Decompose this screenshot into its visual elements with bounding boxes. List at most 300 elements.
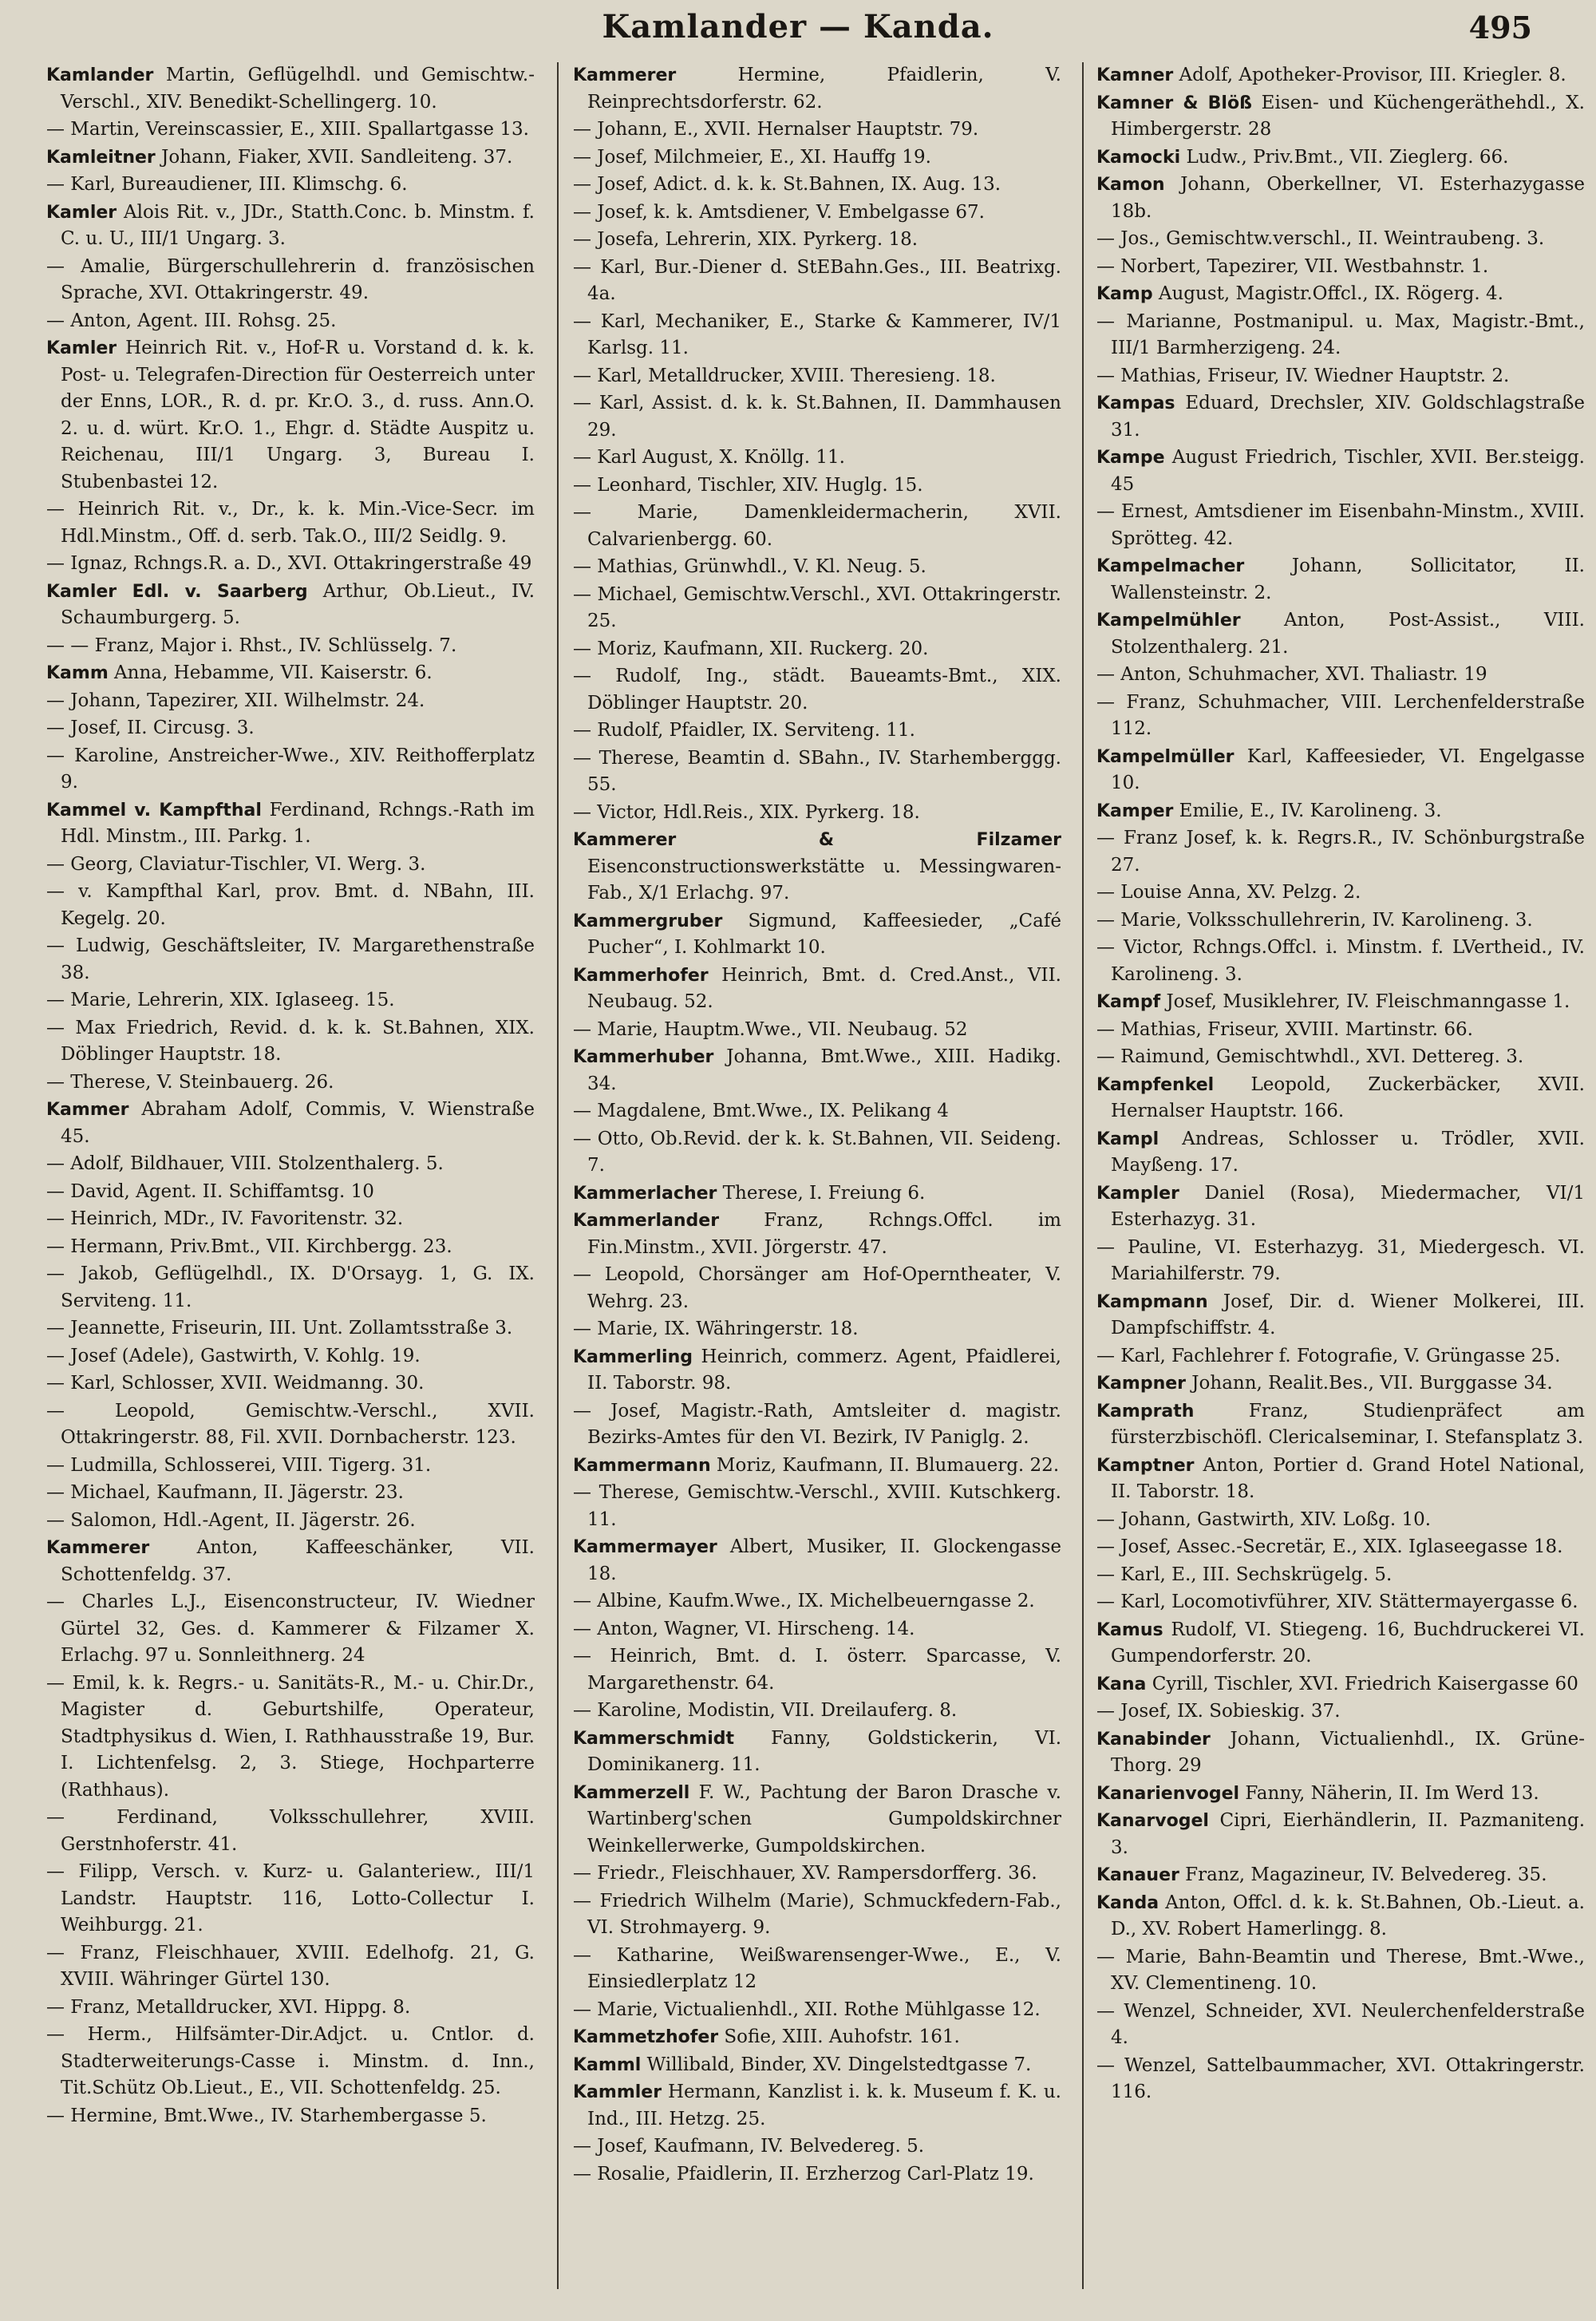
- entry-surname: Kammerlander: [573, 1211, 720, 1231]
- entry-surname: Kampl: [1096, 1129, 1159, 1149]
- directory-entry: [46, 117, 535, 144]
- entry-text: — Norbert, Tapezirer, VII. Westbahnstr. 1.: [1096, 255, 1489, 277]
- entry-surname: Kanarienvogel: [1096, 1783, 1240, 1804]
- directory-entry: [573, 172, 1061, 199]
- entry-text: Johann, Victualienhdl., IX. Grüne-Thorg. 29: [1111, 1728, 1585, 1776]
- entry-text: — Josef, IX. Sobieskig. 37.: [1096, 1701, 1341, 1722]
- directory-entry: [46, 579, 535, 632]
- entry-text: — Heinrich Rit. v., Dr., k. k. Min.-Vice-Secr. im Hdl.Minstm., Off. d. serb. Tak.O., III/2 Seidlg. 9.: [46, 499, 535, 547]
- directory-entry: [1096, 1398, 1585, 1452]
- entry-text: — Max Friedrich, Revid. d. k. k. St.Bahnen, XIX. Döblinger Hauptstr. 18.: [46, 1017, 535, 1065]
- entry-text: August, Magistr.Offcl., IX. Rögerg. 4.: [1152, 283, 1503, 304]
- entry-surname: Kampas: [1096, 393, 1175, 413]
- directory-entry: [573, 473, 1061, 500]
- entry-text: — Josef, II. Circusg. 3.: [46, 718, 255, 738]
- entry-surname: Kammerer: [46, 1538, 150, 1558]
- directory-entry: [573, 582, 1061, 635]
- directory-entry: [1096, 662, 1585, 689]
- entry-text: — Jeannette, Friseurin, III. Unt. Zollamtsstraße 3.: [46, 1318, 513, 1338]
- directory-entry: [573, 2133, 1061, 2161]
- directory-entry: [46, 254, 535, 307]
- directory-entry: [573, 908, 1061, 962]
- entry-surname: Kamler: [46, 202, 117, 223]
- directory-entry: [573, 1534, 1061, 1588]
- directory-entry: [1096, 390, 1585, 444]
- directory-entry: [1096, 499, 1585, 552]
- entry-text: — Karl, Bur.-Diener d. StEBahn.Ges., III. Beatrixg. 4a.: [573, 256, 1061, 304]
- entry-surname: Kammler: [573, 2082, 662, 2102]
- entry-text: — Karl, Schlosser, XVII. Weidmanng. 30.: [46, 1373, 425, 1394]
- entry-text: — Karl, Locomotivführer, XIV. Stättermayergasse 6.: [1096, 1591, 1578, 1612]
- entry-text: — Josef (Adele), Gastwirth, V. Kohlg. 19.: [46, 1345, 421, 1366]
- directory-entry: [573, 1316, 1061, 1343]
- entry-text: — Jos., Gemischtw.verschl., II. Weintraubeng. 3.: [1096, 228, 1545, 249]
- directory-entry: [1096, 1890, 1585, 1943]
- entry-text: Karl, Kaffeesieder, VI. Engelgasse 10.: [1111, 745, 1585, 793]
- directory-entry: [46, 715, 535, 742]
- entry-text: — Martin, Vereinscassier, E., XIII. Spallartgasse 13.: [46, 119, 529, 140]
- directory-entry: [573, 363, 1061, 390]
- entry-text: — Johann, Tapezirer, XII. Wilhelmstr. 24.: [46, 690, 425, 711]
- entry-text: — Hermann, Priv.Bmt., VII. Kirchbergg. 23.: [46, 1236, 452, 1257]
- entry-text: Willibald, Binder, XV. Dingelstedtgasse 7.: [641, 2054, 1032, 2075]
- directory-entry: [573, 1780, 1061, 1860]
- entry-text: Anton, Kaffeeschänker, VII. Schottenfeldg. 37.: [61, 1537, 535, 1585]
- entry-text: — Magdalene, Bmt.Wwe., IX. Pelikang 4: [573, 1101, 949, 1121]
- entry-text: Franz, Rchngs.Offcl. im Fin.Minstm., XVII. Jörgerstr. 47.: [587, 1210, 1061, 1258]
- entry-surname: Kammerling: [573, 1346, 693, 1367]
- directory-entry: [573, 1726, 1061, 1779]
- directory-entry: [1096, 2053, 1585, 2106]
- directory-entry: [1096, 172, 1585, 225]
- entry-text: — Marie, Bahn-Beamtin und Therese, Bmt.-Wwe., XV. Clementineng. 10.: [1096, 1946, 1585, 1994]
- entry-text: Franz, Magazineur, IV. Belvedereg. 35.: [1179, 1864, 1547, 1885]
- directory-entry: [46, 496, 535, 550]
- directory-entry: [573, 117, 1061, 144]
- entry-text: — Josef, Milchmeier, E., XI. Hauffg 19.: [573, 146, 931, 168]
- entry-text: F. W., Pachtung der Baron Drasche v. Wartinberg'schen Gumpoldskirchner Weinkellerwerke, Gumpoldskirchen.: [587, 1781, 1061, 1856]
- entry-text: — Karl, Bureaudiener, III. Klimschg. 6.: [46, 174, 408, 195]
- directory-entry: [46, 2022, 535, 2102]
- entry-text: Sigmund, Kaffeesieder, „Café Pucher“, I. Kohlmarkt 10.: [587, 910, 1061, 958]
- entry-surname: Kammerhofer: [573, 965, 709, 986]
- entry-text: — Victor, Rchngs.Offcl. i. Minstm. f. LVertheid., IV. Karolineng. 3.: [1096, 937, 1585, 985]
- entry-text: Heinrich, commerz. Agent, Pfaidlerei, II. Taborstr. 98.: [587, 1346, 1061, 1394]
- entry-surname: Kanauer: [1096, 1865, 1179, 1885]
- directory-entry: [46, 551, 535, 578]
- entry-text: — Anton, Wagner, VI. Hirscheng. 14.: [573, 1618, 915, 1639]
- directory-entry: [1096, 553, 1585, 607]
- directory-entry: [46, 1070, 535, 1097]
- entry-text: — Michael, Kaufmann, II. Jägerstr. 23.: [46, 1482, 404, 1503]
- entry-text: Ferdinand, Rchngs.-Rath im Hdl. Minstm., III. Parkg. 1.: [61, 799, 535, 847]
- entry-text: — Marie, Hauptm.Wwe., VII. Neubaug. 52: [573, 1018, 968, 1040]
- entry-surname: Kammergruber: [573, 911, 723, 931]
- entry-text: Andreas, Schlosser u. Trödler, XVII. Mayßeng. 17.: [1111, 1128, 1585, 1176]
- entry-text: Hermine, Pfaidlerin, V. Reinprechtsdorferstr. 62.: [587, 65, 1061, 113]
- entry-text: — Marie, Lehrerin, XIX. Iglaseeg. 15.: [46, 990, 395, 1010]
- directory-entry: [573, 1643, 1061, 1697]
- entry-text: — Josef, Magistr.-Rath, Amtsleiter d. magistr. Bezirks-Amtes für den VI. Bezirk, IV Paniglg. 2.: [573, 1400, 1061, 1448]
- entry-text: — Friedrich Wilhelm (Marie), Schmuckfedern-Fab., VI. Strohmayerg. 9.: [573, 1890, 1061, 1938]
- directory-entry: [1096, 798, 1585, 825]
- entry-text: — Ernest, Amtsdiener im Eisenbahn-Minstm., XVIII. Sprötteg. 42.: [1096, 501, 1585, 549]
- entry-text: — Emil, k. k. Regrs.- u. Sanitäts-R., M.- u. Chir.Dr., Magister d. Geburtshilfe, Operateur, Stadtphysikus d. Wien, I. Rathhausstraße 19, Bur. I. Lichtenfelsg. 2, 3. Stiege, Hochparterre (Rathhaus).: [46, 1672, 535, 1801]
- directory-entry: [1096, 744, 1585, 797]
- entry-surname: Kanarvogel: [1096, 1811, 1209, 1831]
- directory-entry: [573, 1262, 1061, 1315]
- directory-entry: [46, 1315, 535, 1342]
- entry-surname: Kammermann: [573, 1455, 711, 1476]
- entry-text: Fanny, Goldstickerin, VI. Dominikanerg. 11.: [587, 1727, 1061, 1775]
- entry-surname: Kampfenkel: [1096, 1074, 1215, 1095]
- directory-entry: [573, 1997, 1061, 2024]
- directory-entry: [1096, 1534, 1585, 1561]
- directory-entry: [1096, 1589, 1585, 1616]
- entry-text: — Johann, Gastwirth, XIV. Loßg. 10.: [1096, 1508, 1432, 1530]
- directory-entry: [46, 1940, 535, 1994]
- directory-entry: [573, 1017, 1061, 1044]
- entry-text: — Marie, IX. Währingerstr. 18.: [573, 1319, 859, 1339]
- entry-text: — Josefa, Lehrerin, XIX. Pyrkerg. 18.: [573, 229, 918, 250]
- entry-text: Johann, Fiaker, XVII. Sandleiteng. 37.: [155, 146, 513, 168]
- entry-text: — Josef, Adict. d. k. k. St.Bahnen, IX. Aug. 13.: [573, 174, 1001, 195]
- directory-entry: [573, 1698, 1061, 1725]
- directory-entry: [46, 1535, 535, 1588]
- entry-text: — Amalie, Bürgerschullehrerin d. französischen Sprache, XVI. Ottakringerstr. 49.: [46, 255, 535, 303]
- directory-entry: [573, 663, 1061, 717]
- directory-entry: [573, 62, 1061, 116]
- entry-text: Josef, Dir. d. Wiener Molkerei, III. Dampfschiffstr. 4.: [1111, 1291, 1585, 1338]
- entry-surname: Kamler Edl. v. Saarberg: [46, 581, 308, 602]
- entry-text: — Rudolf, Ing., städt. Baueamts-Bmt., XIX. Döblinger Hauptstr. 20.: [573, 666, 1061, 714]
- directory-entry: [573, 500, 1061, 553]
- entry-text: — Ignaz, Rchngs.R. a. D., XVI. Ottakringerstraße 49: [46, 553, 532, 574]
- directory-entry: [46, 879, 535, 932]
- column-1: [46, 62, 535, 2297]
- directory-entry: [573, 1616, 1061, 1643]
- directory-entry: [46, 308, 535, 335]
- entry-text: — Jakob, Geflügelhdl., IX. D'Orsayg. 1, G. IX. Serviteng. 11.: [46, 1263, 535, 1311]
- directory-entry: [46, 987, 535, 1014]
- directory-entry: [46, 200, 535, 253]
- entry-surname: Kammetzhofer: [573, 2027, 719, 2047]
- entry-surname: Kamm: [46, 663, 109, 683]
- directory-entry: [46, 660, 535, 687]
- entry-text: — Franz, Schuhmacher, VIII. Lerchenfelderstraße 112.: [1096, 691, 1585, 739]
- page-header: [48, 8, 1548, 56]
- directory-entry: [1096, 1289, 1585, 1342]
- entry-text: — Leopold, Gemischtw.-Verschl., XVII. Ottakringerstr. 88, Fil. XVII. Dornbacherstr. 123.: [46, 1400, 535, 1448]
- directory-entry: [1096, 1698, 1585, 1726]
- directory-entry: [1096, 90, 1585, 144]
- entry-text: Eisenconstructionswerkstätte u. Messingwaren-Fab., X/1 Erlachg. 97.: [587, 856, 1061, 903]
- directory-entry: [46, 743, 535, 797]
- entry-surname: Kamus: [1096, 1619, 1163, 1640]
- entry-text: — Karoline, Modistin, VII. Dreilauferg. 8.: [573, 1700, 958, 1721]
- entry-text: — Karl, Fachlehrer f. Fotografie, V. Grüngasse 25.: [1096, 1345, 1561, 1366]
- entry-surname: Kamocki: [1096, 147, 1181, 168]
- entry-text: — Anton, Schuhmacher, XVI. Thaliastr. 19: [1096, 664, 1487, 685]
- entry-surname: Kammerer & Filzamer: [573, 830, 1061, 850]
- directory-entry: [1096, 1862, 1585, 1889]
- directory-entry: [1096, 1017, 1585, 1044]
- entry-surname: Kammerschmidt: [573, 1728, 735, 1749]
- directory-columns: [46, 62, 1585, 2297]
- directory-entry: [46, 1261, 535, 1315]
- directory-entry: [573, 2052, 1061, 2079]
- entry-text: Heinrich, Bmt. d. Cred.Anst., VII. Neubaug. 52.: [587, 964, 1061, 1012]
- directory-entry: [1096, 226, 1585, 253]
- entry-text: — Louise Anna, XV. Pelzg. 2.: [1096, 882, 1361, 903]
- entry-surname: Kammerer: [573, 65, 677, 85]
- entry-surname: Kamler: [46, 338, 117, 358]
- entry-text: — Ludwig, Geschäftsleiter, IV. Margarethenstraße 38.: [46, 935, 535, 983]
- directory-entry: [573, 827, 1061, 907]
- entry-text: — Therese, Gemischtw.-Verschl., XVIII. Kutschkerg. 11.: [573, 1482, 1061, 1530]
- directory-entry: [573, 1453, 1061, 1480]
- entry-text: — — Franz, Major i. Rhst., IV. Schlüsselg. 7.: [46, 635, 457, 656]
- entry-text: Therese, I. Freiung 6.: [717, 1182, 926, 1204]
- entry-text: — Marie, Victualienhdl., XII. Rothe Mühlgasse 12.: [573, 1999, 1041, 2020]
- directory-entry: [46, 62, 535, 116]
- entry-text: — Mathias, Friseur, XVIII. Martinstr. 66.: [1096, 1018, 1473, 1040]
- directory-entry: [573, 1588, 1061, 1615]
- entry-text: Johann, Oberkellner, VI. Esterhazygasse 18b.: [1111, 174, 1585, 222]
- entry-text: — Salomon, Hdl.-Agent, II. Jägerstr. 26.: [46, 1509, 416, 1531]
- entry-text: Eisen- und Küchengeräthehdl., X. Himbergerstr. 28: [1111, 92, 1585, 140]
- directory-entry: [1096, 1370, 1585, 1398]
- directory-entry: [573, 309, 1061, 362]
- directory-entry: [573, 554, 1061, 581]
- directory-entry: [46, 1151, 535, 1178]
- directory-entry: [46, 1453, 535, 1480]
- entry-surname: Kamp: [1096, 284, 1153, 304]
- column-divider: [557, 62, 559, 2289]
- entry-text: — Rudolf, Pfaidler, IX. Serviteng. 11.: [573, 720, 915, 741]
- directory-entry: [1096, 1072, 1585, 1125]
- directory-entry: [1096, 825, 1585, 879]
- directory-entry: [573, 1888, 1061, 1942]
- entry-text: — Heinrich, MDr., IV. Favoritenstr. 32.: [46, 1208, 404, 1229]
- directory-entry: [573, 390, 1061, 444]
- entry-text: Josef, Musiklehrer, IV. Fleischmanngasse 1.: [1160, 991, 1570, 1012]
- entry-surname: Kana: [1096, 1674, 1147, 1694]
- directory-entry: [46, 144, 535, 172]
- directory-entry: [573, 1860, 1061, 1888]
- entry-text: Adolf, Apotheker-Provisor, III. Kriegler. 8.: [1173, 65, 1566, 85]
- directory-entry: [46, 1480, 535, 1507]
- directory-entry: [573, 963, 1061, 1016]
- entry-surname: Kanda: [1096, 1892, 1159, 1913]
- directory-entry: [573, 636, 1061, 663]
- entry-surname: Kampner: [1096, 1374, 1186, 1394]
- directory-entry: [573, 227, 1061, 254]
- entry-text: — Raimund, Gemischtwhdl., XVI. Dettereg. 3.: [1096, 1046, 1524, 1067]
- directory-entry: [46, 1370, 535, 1398]
- directory-entry: [46, 1995, 535, 2022]
- entry-text: Albert, Musiker, II. Glockengasse 18.: [587, 1536, 1061, 1584]
- entry-text: Leopold, Zuckerbäcker, XVII. Hernalser Hauptstr. 166.: [1111, 1074, 1585, 1121]
- entry-text: Sofie, XIII. Auhofstr. 161.: [718, 2026, 960, 2047]
- entry-text: — Rosalie, Pfaidlerin, II. Erzherzog Carl-Platz 19.: [573, 2163, 1034, 2185]
- directory-entry: [1096, 363, 1585, 390]
- directory-entry: [46, 1671, 535, 1805]
- directory-entry: [1096, 62, 1585, 89]
- column-3: [1096, 62, 1585, 2297]
- directory-entry: [1096, 1343, 1585, 1370]
- entry-text: — Charles L.J., Eisenconstructeur, IV. Wiedner Gürtel 32, Ges. d. Kammerer & Filzamer X. Erlachg. 97 u. Sonnleithnerg. 24: [46, 1591, 535, 1666]
- directory-entry: [1096, 690, 1585, 743]
- entry-surname: Kampelmüller: [1096, 746, 1235, 767]
- entry-text: — Josef, k. k. Amtsdiener, V. Embelgasse 67.: [573, 201, 985, 223]
- entry-text: Anton, Portier d. Grand Hotel National, II. Taborstr. 18.: [1111, 1454, 1585, 1502]
- entry-text: — Hermine, Bmt.Wwe., IV. Starhembergasse 5.: [46, 2105, 487, 2126]
- directory-entry: [573, 1398, 1061, 1452]
- entry-text: — Karl, E., III. Sechskrügelg. 5.: [1096, 1564, 1393, 1585]
- directory-entry: [46, 2103, 535, 2130]
- directory-entry: [46, 1343, 535, 1370]
- directory-entry: [46, 1015, 535, 1069]
- directory-entry: [573, 200, 1061, 227]
- directory-entry: [1096, 907, 1585, 935]
- directory-entry: [46, 852, 535, 879]
- entry-text: Moriz, Kaufmann, II. Blumauerg. 22.: [710, 1454, 1060, 1476]
- directory-entry: [573, 1208, 1061, 1261]
- entry-text: Anton, Offcl. d. k. k. St.Bahnen, Ob.-Lieut. a. D., XV. Robert Hamerlingg. 8.: [1111, 1892, 1585, 1939]
- directory-entry: [46, 1859, 535, 1939]
- entry-text: — Therese, Beamtin d. SBahn., IV. Starhemberggg. 55.: [573, 747, 1061, 795]
- directory-entry: [573, 2024, 1061, 2051]
- entry-text: — Franz, Fleischhauer, XVIII. Edelhofg. 21, G. XVIII. Währinger Gürtel 130.: [46, 1942, 535, 1990]
- entry-surname: Kammerlacher: [573, 1183, 717, 1204]
- entry-text: — Karl, Mechaniker, E., Starke & Kammerer, IV/1 Karlsg. 11.: [573, 310, 1061, 358]
- entry-text: Anton, Post-Assist., VIII. Stolzenthalerg. 21.: [1111, 610, 1585, 658]
- directory-entry: [573, 1180, 1061, 1208]
- entry-text: Franz, Studienpräfect am fürsterzbischöfl. Clericalseminar, I. Stefansplatz 3.: [1111, 1400, 1585, 1448]
- entry-text: — Wenzel, Schneider, XVI. Neulerchenfelderstraße 4.: [1096, 2000, 1585, 2048]
- entry-text: — Franz Josef, k. k. Regrs.R., IV. Schönburgstraße 27.: [1096, 828, 1585, 876]
- directory-entry: [1096, 309, 1585, 362]
- entry-text: Fanny, Näherin, II. Im Werd 13.: [1239, 1782, 1539, 1804]
- entry-text: — David, Agent. II. Schiffamtsg. 10: [46, 1180, 374, 1202]
- directory-entry: [1096, 1944, 1585, 1998]
- entry-surname: Kamml: [573, 2054, 642, 2075]
- directory-entry: [1096, 1044, 1585, 1071]
- entry-text: — Ludmilla, Schlosserei, VIII. Tigerg. 31.: [46, 1454, 432, 1476]
- entry-surname: Kammer: [46, 1100, 129, 1120]
- entry-text: Rudolf, VI. Stiegeng. 16, Buchdruckerei VI. Gumpendorferstr. 20.: [1111, 1619, 1585, 1667]
- directory-entry: [1096, 935, 1585, 988]
- directory-entry: [46, 172, 535, 199]
- entry-surname: Kampler: [1096, 1183, 1179, 1204]
- directory-entry: [573, 800, 1061, 827]
- entry-text: — Heinrich, Bmt. d. I. österr. Sparcasse, V. Margarethenstr. 64.: [573, 1646, 1061, 1694]
- entry-text: Cipri, Eierhändlerin, II. Pazmaniteng. 3.: [1111, 1810, 1585, 1858]
- entry-surname: Kamleitner: [46, 147, 156, 168]
- entry-surname: Kammerzell: [573, 1782, 690, 1803]
- directory-entry: [46, 1179, 535, 1206]
- entry-text: Heinrich Rit. v., Hof-R u. Vorstand d. k. k. Post- u. Telegrafen-Direction für Oesterreich unter der Enns, LOR., R. d. pr. Kr.O. 3., d. russ. Ann.O. 2. u. d. würt. Kr.O. 1., Ehgr. d. Städte Auspitz u. Reichenau, III/1 Ungarg. 3, Bureau I. Stubenbastei 12.: [61, 338, 535, 492]
- directory-entry: [1096, 880, 1585, 907]
- entry-text: — Mathias, Friseur, IV. Wiedner Hauptstr. 2.: [1096, 365, 1510, 386]
- directory-entry: [1096, 1671, 1585, 1698]
- entry-surname: Kampmann: [1096, 1291, 1208, 1312]
- page-number: 495: [1468, 10, 1532, 45]
- entry-text: — Karoline, Anstreicher-Wwe., XIV. Reithofferplatz 9.: [46, 745, 535, 793]
- entry-text: — Katharine, Weißwarensenger-Wwe., E., V. Einsiedlerplatz 12: [573, 1944, 1061, 1992]
- directory-entry: [46, 1398, 535, 1452]
- directory-entry: [46, 1234, 535, 1261]
- entry-text: — Georg, Claviatur-Tischler, VI. Werg. 3.: [46, 853, 426, 875]
- entry-surname: Kamner: [1096, 65, 1174, 85]
- directory-entry: [46, 1589, 535, 1670]
- entry-surname: Kamner & Blöß: [1096, 93, 1252, 113]
- entry-text: Eduard, Drechsler, XIV. Goldschlagstraße 31.: [1111, 393, 1585, 441]
- directory-entry: [46, 1206, 535, 1233]
- directory-entry: [1096, 144, 1585, 172]
- entry-surname: Kammel v. Kampfthal: [46, 800, 262, 820]
- entry-text: — Friedr., Fleischhauer, XV. Rampersdorfferg. 36.: [573, 1863, 1037, 1884]
- directory-entry: [573, 1044, 1061, 1097]
- directory-entry: [46, 1805, 535, 1858]
- entry-text: Johann, Sollicitator, II. Wallensteinstr. 2.: [1111, 556, 1585, 603]
- entry-text: — Karl August, X. Knöllg. 11.: [573, 447, 845, 468]
- entry-text: — Josef, Kaufmann, IV. Belvedereg. 5.: [573, 2136, 925, 2157]
- entry-text: — Leopold, Chorsänger am Hof-Operntheater, V. Wehrg. 23.: [573, 1264, 1061, 1312]
- entry-text: — Albine, Kaufm.Wwe., IX. Michelbeuerngasse 2.: [573, 1591, 1035, 1611]
- entry-surname: Kampf: [1096, 992, 1161, 1012]
- entry-text: — Pauline, VI. Esterhazyg. 31, Miedergesch. VI. Mariahilferstr. 79.: [1096, 1236, 1585, 1284]
- entry-text: — Mathias, Grünwhdl., V. Kl. Neug. 5.: [573, 556, 926, 577]
- directory-entry: [1096, 1126, 1585, 1180]
- entry-text: Johann, Realit.Bes., VII. Burggasse 34.: [1186, 1373, 1553, 1394]
- directory-entry: [573, 2079, 1061, 2133]
- entry-text: — Johann, E., XVII. Hernalser Hauptstr. 79.: [573, 119, 979, 140]
- directory-entry: [1096, 281, 1585, 308]
- directory-entry: [46, 633, 535, 660]
- entry-text: Ludw., Priv.Bmt., VII. Zieglerg. 66.: [1180, 146, 1509, 168]
- entry-surname: Kampelmühler: [1096, 611, 1241, 631]
- entry-text: — Herm., Hilfsämter-Dir.Adjct. u. Cntlor. d. Stadterweiterungs-Casse i. Minstm. d. Inn., Tit.Schütz Ob.Lieut., E., VII. Schottenfeldg. 25.: [46, 2024, 535, 2098]
- entry-text: Anna, Hebamme, VII. Kaiserstr. 6.: [108, 662, 433, 683]
- directory-entry: [1096, 1726, 1585, 1780]
- directory-entry: [1096, 1808, 1585, 1861]
- entry-text: Cyrill, Tischler, XVI. Friedrich Kaisergasse 60: [1146, 1673, 1578, 1694]
- directory-entry: [1096, 989, 1585, 1016]
- entry-surname: Kammerhuber: [573, 1047, 714, 1067]
- directory-entry: [573, 1344, 1061, 1398]
- entry-text: Johanna, Bmt.Wwe., XIII. Hadikg. 34.: [587, 1046, 1061, 1094]
- directory-entry: [1096, 1235, 1585, 1288]
- entry-text: Abraham Adolf, Commis, V. Wienstraße 45.: [61, 1099, 535, 1147]
- directory-entry: [573, 144, 1061, 172]
- entry-text: — Marie, Volksschullehrerin, IV. Karolineng. 3.: [1096, 909, 1533, 931]
- entry-text: — Otto, Ob.Revid. der k. k. St.Bahnen, VII. Seideng. 7.: [573, 1128, 1061, 1176]
- entry-surname: Kampe: [1096, 448, 1165, 468]
- entry-text: Daniel (Rosa), Miedermacher, VI/1 Esterhazyg. 31.: [1111, 1182, 1585, 1230]
- entry-text: Hermann, Kanzlist i. k. k. Museum f. K. u. Ind., III. Hetzg. 25.: [587, 2082, 1061, 2129]
- directory-entry: [46, 335, 535, 496]
- entry-text: — Therese, V. Steinbauerg. 26.: [46, 1071, 334, 1093]
- directory-entry: [46, 1508, 535, 1535]
- directory-entry: [1096, 254, 1585, 281]
- entry-text: — Marie, Damenkleidermacherin, XVII. Calvarienbergg. 60.: [573, 502, 1061, 550]
- entry-text: — Leonhard, Tischler, XIV. Huglg. 15.: [573, 474, 923, 496]
- entry-surname: Kamprath: [1096, 1401, 1195, 1421]
- directory-entry: [573, 745, 1061, 799]
- directory-entry: [1096, 445, 1585, 498]
